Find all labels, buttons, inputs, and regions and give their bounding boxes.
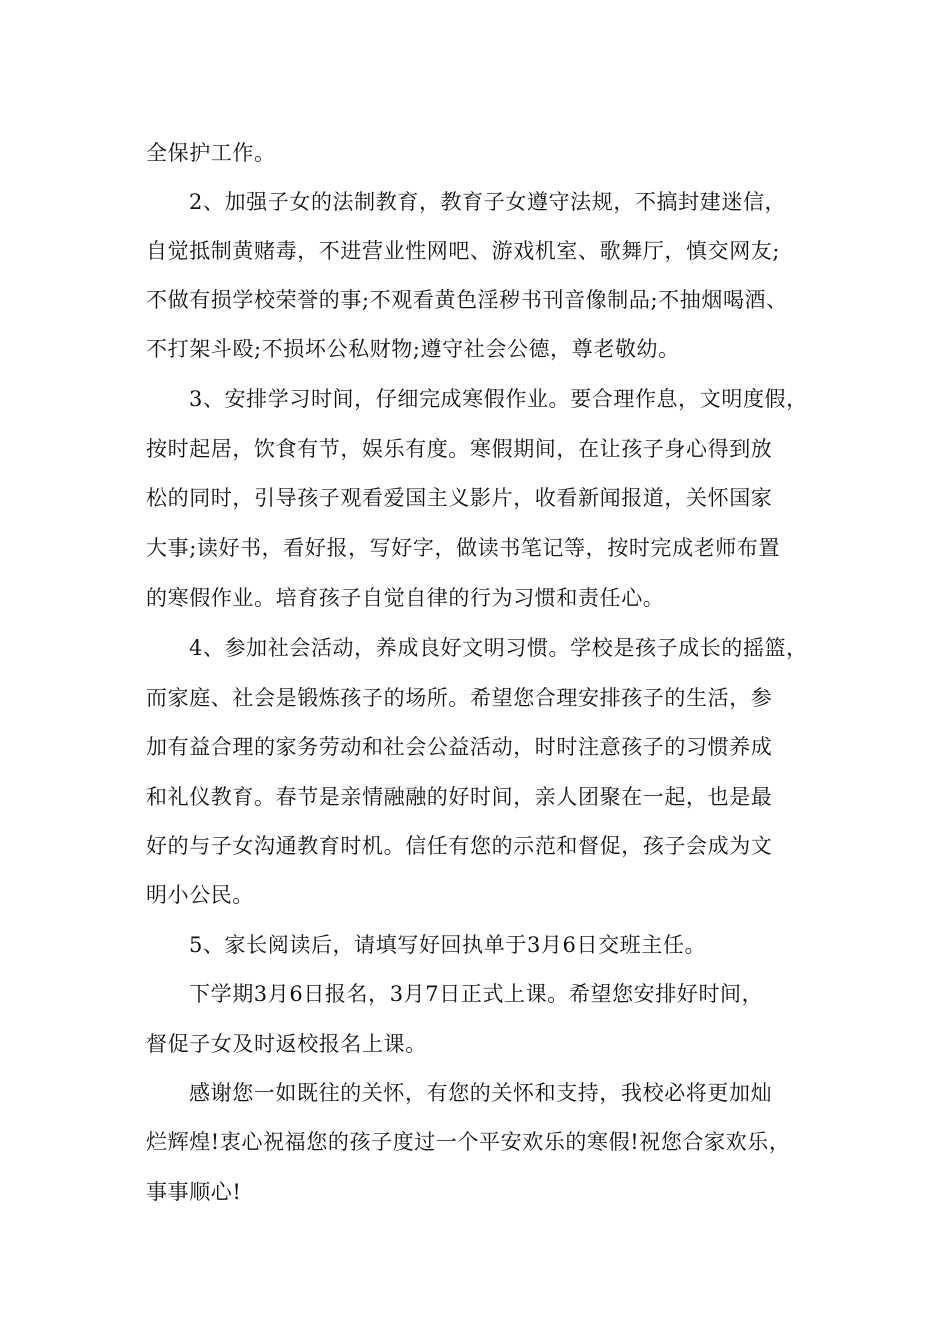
text-line: 松的同时，引导孩子观看爱国主义影片，收看新闻报道，关怀国家 [146,486,773,510]
text-line: 不做有损学校荣誉的事;不观看黄色淫秽书刊音像制品;不抽烟喝酒、 [146,288,788,312]
paragraph-5-line: 5、家长阅读后，请填写好回执单于3月6日交班主任。 [189,933,707,957]
text-line: 自觉抵制黄赌毒，不进营业性网吧、游戏机室、歌舞厅，慎交网友; [146,239,781,263]
text-line: 和礼仪教育。春节是亲情融融的好时间，亲人团聚在一起，也是最 [146,785,773,809]
text-line: 明小公民。 [146,883,254,907]
text-line: 的寒假作业。培育孩子自觉自律的行为习惯和责任心。 [146,586,665,610]
closing-paragraph-line: 感谢您一如既往的关怀，有您的关怀和支持，我校必将更加灿 [189,1081,773,1105]
paragraph-3-line: 3、安排学习时间，仔细完成寒假作业。要合理作息，文明度假， [189,387,808,411]
text-line: 不打架斗殴;不损坏公私财物;遵守社会公德，尊老敬幼。 [146,337,680,361]
paragraph-4-line: 4、参加社会活动，养成良好文明习惯。学校是孩子成长的摇篮， [189,636,808,660]
text-line: 好的与子女沟通教育时机。信任有您的示范和督促，孩子会成为文 [146,834,773,858]
text-line: 督促子女及时返校报名上课。 [146,1032,427,1056]
text-line: 事事顺心! [146,1180,242,1204]
paragraph-2-line: 2、加强子女的法制教育，教育子女遵守法规，不搞封建迷信， [189,190,787,214]
schedule-paragraph-line: 下学期3月6日报名，3月7日正式上课。希望您安排好时间， [189,982,764,1006]
text-line: 全保护工作。 [146,141,276,165]
text-line: 烂辉煌!衷心祝福您的孩子度过一个平安欢乐的寒假!祝您合家欢乐， [146,1130,791,1154]
text-line: 加有益合理的家务劳动和社会公益活动，时时注意孩子的习惯养成 [146,735,773,759]
text-line: 大事;读好书，看好报，写好字，做读书笔记等，按时完成老师布置 [146,536,781,560]
text-line: 而家庭、社会是锻炼孩子的场所。希望您合理安排孩子的生活，参 [146,686,773,710]
text-line: 按时起居，饮食有节，娱乐有度。寒假期间，在让孩子身心得到放 [146,437,773,461]
